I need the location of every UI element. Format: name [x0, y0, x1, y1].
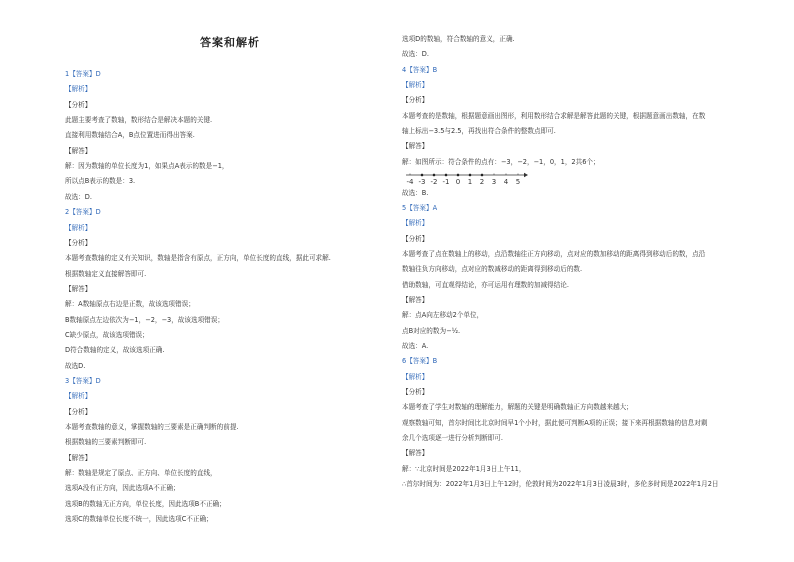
number-line-label: -2 — [430, 178, 438, 187]
number-line-label: -3 — [418, 178, 426, 187]
number-line-label: 2 — [479, 178, 485, 187]
section-label-jiexi: 【解析】 — [402, 219, 429, 228]
text-line: 根据数轴定义直接解答即可. — [65, 269, 147, 278]
text-line: 【解答】 — [402, 449, 429, 458]
text-line: 故选：D. — [65, 192, 92, 201]
text-line: 解：因为数轴的单位长度为1，如果点A表示的数是−1， — [65, 162, 229, 171]
number-line-dot — [421, 174, 424, 177]
number-line-arrow-icon — [524, 173, 528, 177]
text-line: D符合数轴的定义，故该选项正确. — [65, 346, 165, 355]
text-line: 解：点A向左移动2个单位， — [402, 311, 484, 320]
text-line: 【分析】 — [65, 407, 92, 416]
text-line: 选项A没有正方向，因此选项A不正确； — [65, 484, 180, 493]
text-line: 轴上标出−3.5与2.5，再找出符合条件的整数点即可. — [402, 127, 556, 136]
text-line: 观察数轴可知，首尔时间比北京时间早1个小时，据此便可判断A项的正误；接下来再根据数轴的信息对剩 — [402, 418, 708, 427]
number-line-label: 1 — [467, 178, 473, 187]
text-line: 解：数轴是规定了原点、正方向、单位长度的直线， — [65, 469, 217, 478]
text-line: 本题考查数轴的定义有关知识，数轴是指含有原点，正方向，单位长度的直线，据此可求解. — [65, 254, 331, 263]
page-title: 答案和解析 — [200, 36, 260, 49]
text-line: B数轴原点左边依次为−1，−2，−3，故该选项错误； — [65, 315, 224, 324]
number-line-dot — [481, 174, 484, 177]
text-line: 所以点B表示的数是：3. — [65, 177, 136, 186]
number-line-dot — [457, 174, 460, 177]
number-line-label: -1 — [442, 178, 450, 187]
text-line: 【解答】 — [65, 284, 92, 293]
text-line: 选项D的数轴，符合数轴的意义，正确. — [402, 35, 515, 43]
text-line: 选项B的数轴无正方向，单位长度，因此选项B不正确； — [65, 499, 226, 508]
answer-heading: 3【答案】D — [65, 377, 101, 385]
section-label-jiexi: 【解析】 — [402, 372, 429, 381]
section-label-jiexi: 【解析】 — [65, 223, 92, 232]
text-line: 【解答】 — [402, 142, 429, 151]
text-line: 数轴往负方向移动，点对应的数减移动的距离得到移动后的数. — [402, 265, 583, 274]
text-line: 根据数轴的三要素判断即可. — [65, 438, 147, 447]
text-line: 直接利用数轴结合A，B点位置进而得出答案. — [65, 131, 195, 140]
text-line: C缺少原点，故该选项错误； — [65, 330, 149, 339]
text-line: 故选：A. — [402, 342, 429, 350]
text-line: ∴首尔时间为：2022年1月3日上午12时，伦敦时间为2022年1月3日凌晨3时，多伦多时间是2022年1月2日 — [402, 480, 719, 489]
text-line: 故选D. — [65, 361, 86, 370]
number-line-label: 4 — [503, 178, 509, 187]
text-line: 【分析】 — [402, 96, 429, 105]
text-line: 本题考查了点在数轴上的移动，点沿数轴往正方向移动，点对应的数加移动的距离得到移动后的数，点沿 — [402, 249, 706, 258]
text-line: 故选：B. — [402, 188, 429, 197]
text-line: 【分析】 — [402, 388, 429, 397]
number-line-label: -4 — [406, 178, 414, 187]
section-label-jiexi: 【解析】 — [65, 85, 92, 94]
text-line: 解：如图所示：符合条件的点有：−3，−2，−1，0，1，2共6个； — [402, 157, 600, 166]
text-line: 【分析】 — [65, 238, 92, 247]
text-line: 【分析】 — [65, 100, 92, 109]
answer-heading: 4【答案】B — [402, 65, 438, 74]
number-line-label: 3 — [491, 178, 497, 187]
text-line: 【解答】 — [65, 146, 92, 155]
answer-heading: 6【答案】B — [402, 357, 438, 366]
number-line-dot — [445, 174, 448, 177]
text-line: 借助数轴，可直观得结论，亦可运用有理数的加减得结论. — [402, 280, 569, 289]
answer-heading: 2【答案】D — [65, 208, 101, 217]
text-line: 选项C的数轴单位长度不统一，因此选项C不正确； — [65, 515, 213, 524]
text-line: 【解答】 — [402, 295, 429, 304]
number-line-dot — [433, 174, 436, 177]
text-line: 故选：D. — [402, 50, 429, 59]
section-label-jiexi: 【解析】 — [65, 392, 92, 401]
text-line: 解：∵北京时间是2022年1月3日上午11， — [402, 464, 526, 473]
number-line-label: 0 — [455, 178, 461, 187]
text-line: 本题考查的是数轴，根据题意画出图形，利用数形结合求解是解答此题的关键，根据题意画出数轴，在数 — [402, 111, 706, 120]
answer-heading: 5【答案】A — [402, 203, 438, 212]
text-line: 此题主要考查了数轴，数形结合是解决本题的关键. — [65, 116, 213, 125]
answer-heading: 1【答案】D — [65, 70, 101, 78]
text-line: 余几个选项逐一进行分析判断即可. — [402, 434, 504, 443]
text-line: 本题考查数轴的意义，掌握数轴的三要素是正确判断的前提. — [65, 423, 239, 432]
text-line: 点B对应的数为−½. — [402, 326, 461, 335]
text-line: 【解答】 — [65, 453, 92, 462]
text-line: 解：A数轴原点右边是正数，故该选项错误； — [65, 300, 195, 309]
number-line-dot — [469, 174, 472, 177]
number-line-label: 5 — [515, 178, 521, 187]
text-line: 【分析】 — [402, 234, 429, 243]
section-label-jiexi: 【解析】 — [402, 81, 429, 90]
text-line: 本题考查了学生对数轴的理解能力，解题的关键是明确数轴正方向数越来越大； — [402, 403, 633, 412]
